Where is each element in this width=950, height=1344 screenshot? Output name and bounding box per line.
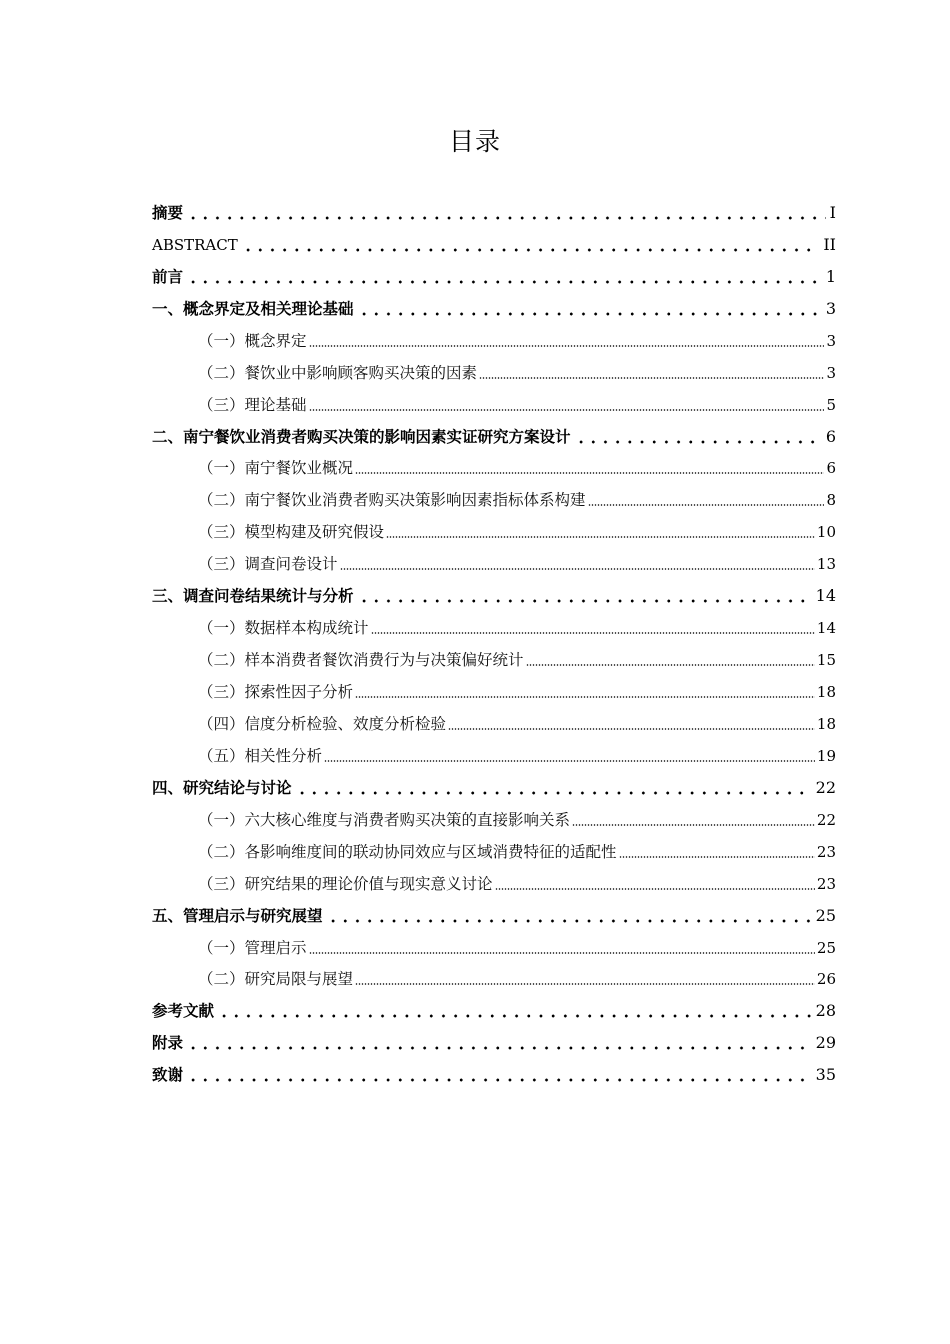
dot-leader xyxy=(187,1033,812,1053)
toc-page-number: 8 xyxy=(826,491,836,510)
dot-leader xyxy=(575,427,822,447)
toc-subentry[interactable] xyxy=(152,836,836,868)
dot-leader xyxy=(242,235,820,255)
page-title: 目录 xyxy=(448,127,501,156)
toc-entry[interactable] xyxy=(152,421,836,453)
toc-page-number: 6 xyxy=(826,459,836,478)
toc-page-number: 26 xyxy=(816,970,836,989)
toc-subentry[interactable] xyxy=(152,389,836,421)
toc-entry-label: （一）概念界定 xyxy=(198,331,307,350)
dot-leader xyxy=(296,778,812,798)
toc-entry[interactable] xyxy=(152,197,836,229)
dot-leader xyxy=(386,522,815,542)
dot-leader xyxy=(358,299,822,319)
toc-subentry[interactable] xyxy=(152,868,836,900)
toc-entry-label: （三）调查问卷设计 xyxy=(198,555,338,574)
toc-subentry[interactable] xyxy=(152,612,836,644)
dot-leader xyxy=(479,363,824,383)
toc-entry-label: 致谢 xyxy=(152,1066,184,1085)
toc-page-number: 5 xyxy=(826,395,836,414)
toc-subentry[interactable] xyxy=(152,548,836,580)
toc-entry[interactable] xyxy=(152,293,836,325)
dot-leader xyxy=(355,969,815,989)
toc-entry[interactable] xyxy=(152,580,836,612)
table-of-contents xyxy=(152,197,836,1091)
dot-leader xyxy=(355,458,824,478)
toc-entry-label: 附录 xyxy=(152,1034,184,1053)
toc-entry-label: 摘要 xyxy=(152,203,184,222)
toc-entry-label: （四）信度分析检验、效度分析检验 xyxy=(198,714,447,733)
toc-page-number: 19 xyxy=(816,746,836,765)
toc-page-number: II xyxy=(823,234,836,254)
toc-page-number: 10 xyxy=(816,523,836,542)
toc-page-number: 25 xyxy=(815,905,836,925)
dot-leader xyxy=(495,874,815,894)
dot-leader xyxy=(572,810,815,830)
dot-leader xyxy=(309,938,815,958)
toc-subentry[interactable] xyxy=(152,453,836,485)
toc-entry-label: （三）探索性因子分析 xyxy=(198,683,354,702)
toc-subentry[interactable] xyxy=(152,676,836,708)
toc-page-number: 3 xyxy=(825,298,836,318)
dot-leader xyxy=(340,554,815,574)
toc-entry-label: （二）研究局限与展望 xyxy=(198,970,354,989)
dot-leader xyxy=(358,586,812,606)
toc-entry-label: （五）相关性分析 xyxy=(198,746,323,765)
toc-entry-label: （二）各影响维度间的联动协同效应与区域消费特征的适配性 xyxy=(198,842,617,861)
dot-leader xyxy=(355,682,815,702)
dot-leader xyxy=(187,267,822,287)
toc-subentry[interactable] xyxy=(152,516,836,548)
toc-subentry[interactable] xyxy=(152,357,836,389)
toc-entry[interactable] xyxy=(152,1027,836,1059)
toc-entry[interactable] xyxy=(152,229,836,261)
dot-leader xyxy=(187,1065,812,1085)
toc-page-number: 23 xyxy=(816,874,836,893)
toc-entry-label: 五、管理启示与研究展望 xyxy=(152,906,323,925)
toc-subentry[interactable] xyxy=(152,325,836,357)
toc-subentry[interactable] xyxy=(152,484,836,516)
toc-entry-label: 一、概念界定及相关理论基础 xyxy=(152,299,354,318)
toc-entry-label: （二）餐饮业中影响顾客购买决策的因素 xyxy=(198,363,478,382)
toc-page-number: 23 xyxy=(816,842,836,861)
toc-entry[interactable] xyxy=(152,1059,836,1091)
toc-entry[interactable] xyxy=(152,900,836,932)
dot-leader xyxy=(327,906,812,926)
toc-page-number: 18 xyxy=(816,683,836,702)
toc-entry-label: 前言 xyxy=(152,267,184,286)
toc-subentry[interactable] xyxy=(152,964,836,996)
dot-leader xyxy=(218,1001,812,1021)
toc-page-number: 25 xyxy=(816,938,836,957)
toc-page-number: 3 xyxy=(826,363,836,382)
toc-page-number: 14 xyxy=(816,619,836,638)
toc-entry-label: 三、调查问卷结果统计与分析 xyxy=(152,587,354,606)
toc-entry-label: ABSTRACT xyxy=(152,235,238,254)
toc-entry-label: 二、南宁餐饮业消费者购买决策的影响因素实证研究方案设计 xyxy=(152,427,571,446)
toc-page-number: 1 xyxy=(825,266,836,286)
toc-page-number: 28 xyxy=(815,1001,836,1021)
toc-entry-label: （三）模型构建及研究假设 xyxy=(198,523,385,542)
toc-page-number: 6 xyxy=(825,426,836,446)
toc-page-number: 22 xyxy=(815,777,836,797)
toc-entry-label: （三）研究结果的理论价值与现实意义讨论 xyxy=(198,874,493,893)
toc-entry[interactable] xyxy=(152,995,836,1027)
toc-entry-label: 参考文献 xyxy=(152,1002,215,1021)
toc-page-number: 29 xyxy=(815,1033,836,1053)
dot-leader xyxy=(526,650,815,670)
toc-page-number: 15 xyxy=(816,651,836,670)
toc-entry-label: （二）样本消费者餐饮消费行为与决策偏好统计 xyxy=(198,651,524,670)
toc-subentry[interactable] xyxy=(152,644,836,676)
toc-entry-label: （一）管理启示 xyxy=(198,938,307,957)
dot-leader xyxy=(324,746,815,766)
toc-page-number: 22 xyxy=(816,810,836,829)
dot-leader xyxy=(371,618,815,638)
toc-subentry[interactable] xyxy=(152,932,836,964)
toc-entry-label: （一）南宁餐饮业概况 xyxy=(198,459,354,478)
dot-leader xyxy=(187,203,826,223)
toc-subentry[interactable] xyxy=(152,740,836,772)
dot-leader xyxy=(448,714,815,734)
toc-entry-label: （三）理论基础 xyxy=(198,395,307,414)
toc-subentry[interactable] xyxy=(152,708,836,740)
toc-entry-label: （二）南宁餐饮业消费者购买决策影响因素指标体系构建 xyxy=(198,491,586,510)
toc-page-number: 18 xyxy=(816,714,836,733)
dot-leader xyxy=(309,331,825,351)
toc-entry-label: 四、研究结论与讨论 xyxy=(152,778,292,797)
toc-page-number: 3 xyxy=(826,331,836,350)
toc-page-number: 14 xyxy=(815,586,836,606)
toc-entry[interactable] xyxy=(152,261,836,293)
toc-page-number: 13 xyxy=(816,555,836,574)
toc-page-number: 35 xyxy=(815,1065,836,1085)
toc-entry[interactable] xyxy=(152,772,836,804)
dot-leader xyxy=(588,490,825,510)
dot-leader xyxy=(309,395,825,415)
toc-entry-label: （一）数据样本构成统计 xyxy=(198,619,369,638)
dot-leader xyxy=(619,842,815,862)
toc-subentry[interactable] xyxy=(152,804,836,836)
toc-entry-label: （一）六大核心维度与消费者购买决策的直接影响关系 xyxy=(198,810,571,829)
toc-page-number: I xyxy=(829,202,836,222)
